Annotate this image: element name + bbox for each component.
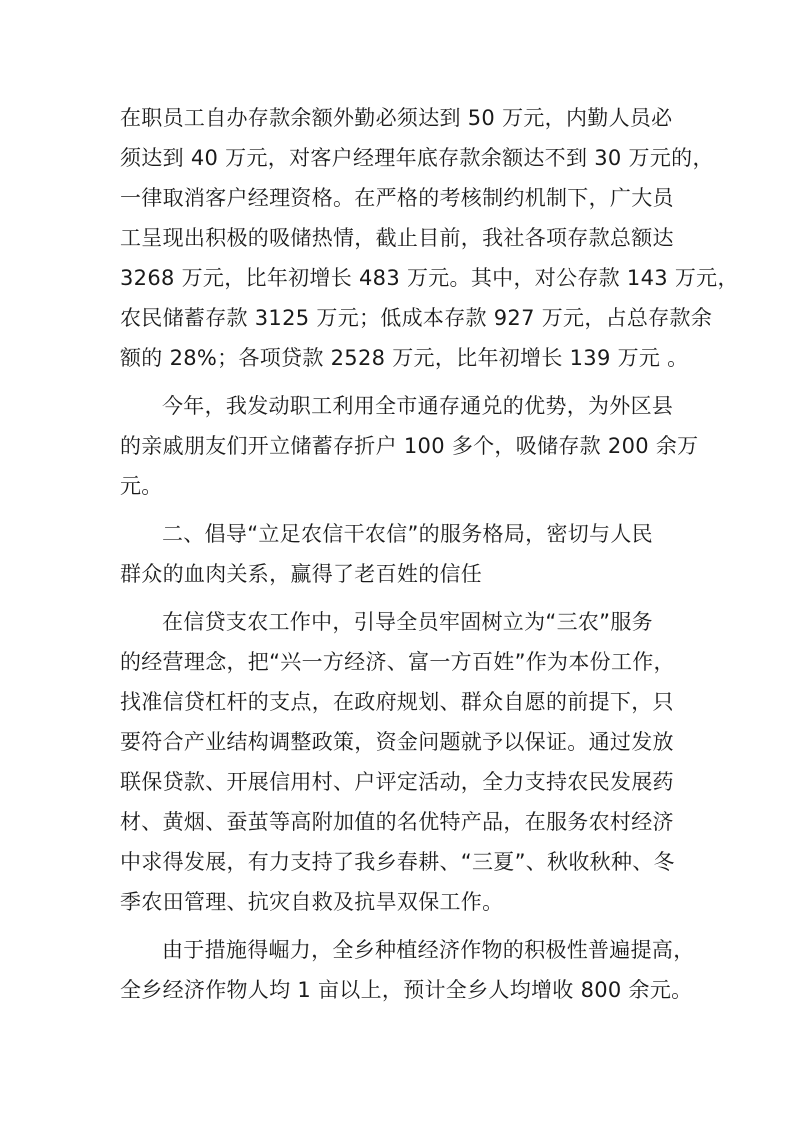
text-line-6: 农民储蓄存款 3125 万元；低成本存款 927 万元，占总存款余	[120, 306, 713, 330]
text-line-2: 须达到 40 万元，对客户经理年底存款余额达不到 30 万元的，	[120, 146, 714, 170]
text-line-10: 元。	[120, 474, 163, 498]
text-line-19: 中求得发展，有力支持了我乡春耕、“三夏”、秋收秋种、冬	[120, 850, 675, 874]
text-line-20: 季农田管理、抗灾自救及抗旱双保工作。	[120, 890, 504, 914]
text-line-15: 找准信贷杠杆的支点，在政府规划、群众自愿的前提下，只	[120, 690, 674, 714]
text-line-5: 3268 万元，比年初增长 483 万元。其中，对公存款 143 万元，	[120, 266, 739, 290]
text-line-7: 额的 28%；各项贷款 2528 万元，比年初增长 139 万元 。	[120, 346, 689, 370]
text-line-21: 由于措施得崛力，全乡种植经济作物的积极性普遍提高，	[162, 938, 695, 962]
text-line-13: 在信贷支农工作中，引导全员牢固树立为“三农”服务	[162, 610, 653, 634]
text-line-4: 工呈现出积极的吸储热情，截止目前，我社各项存款总额达	[120, 226, 674, 250]
text-line-3: 一律取消客户经理资格。在严格的考核制约机制下，广大员	[120, 186, 674, 210]
section-heading-line-2: 群众的血肉关系，赢得了老百姓的信任	[120, 562, 483, 586]
text-line-9: 的亲戚朋友们开立储蓄存折户 100 多个，吸储存款 200 余万	[120, 434, 699, 458]
text-line-14: 的经营理念，把“兴一方经济、富一方百姓”作为本份工作，	[120, 650, 675, 674]
text-line-8: 今年，我发动职工利用全市通存通兑的优势，为外区县	[162, 394, 674, 418]
text-line-16: 要符合产业结构调整政策，资金问题就予以保证。通过发放	[120, 730, 674, 754]
section-heading-line-1: 二、倡导“立足农信干农信”的服务格局，密切与人民	[162, 522, 653, 546]
text-line-22: 全乡经济作物人均 1 亩以上，预计全乡人均增收 800 余元。	[120, 978, 693, 1002]
text-line-1: 在职员工自办存款余额外勤必须达到 50 万元，内勤人员必	[120, 106, 673, 130]
text-line-18: 材、黄烟、蚕茧等高附加值的名优特产品，在服务农村经济	[120, 810, 674, 834]
text-line-17: 联保贷款、开展信用村、户评定活动，全力支持农民发展药	[120, 770, 674, 794]
